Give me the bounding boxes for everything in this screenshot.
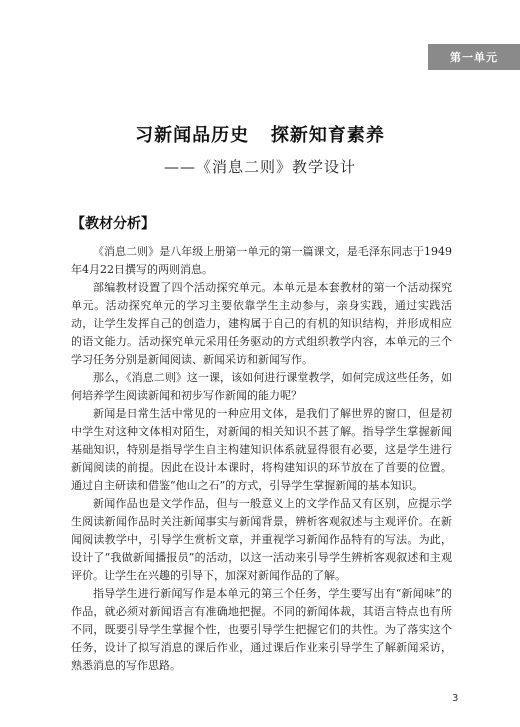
section-heading: 【教材分析】 <box>71 216 155 232</box>
paragraph: 那么，《消息二则》这一课，该如何进行课堂教学，如何完成这些任务，如何培养学生阅读新闻和初步写作新闻的能力呢？ <box>71 371 452 402</box>
lesson-title: 习新闻品历史 探新知育素养 <box>135 125 385 146</box>
paragraph: 部编教材设置了四个活动探究单元。本单元是本套教材的第一个活动探究单元。活动探究单元的学习主要依靠学生主动参与，亲身实践，通过实践活动，让学生发挥自己的创造力，建构属于自己的有机的知识结构，并形成相应的语文能力。活动探究单元采用任务驱动的方式组织教学内容，本单元的三个学习任务分别是新闻阅读、新闻采访和新闻写作。 <box>71 281 452 366</box>
paragraph: 新闻作品也是文学作品，但与一般意义上的文学作品又有区别，应提示学生阅读新闻作品时关注新闻事实与新闻背景，辨析客观叙述与主观评价。在新闻阅读教学中，引导学生赏析文章，并重视学习新闻作品特有的写法。为此，设计了“我做新闻播报员”的活动，以这一活动来引导学生辨析客观叙述和主观评价。让学生在兴趣的引导下，加深对新闻作品的了解。 <box>71 497 452 582</box>
lesson-subtitle: ——《消息二则》教学设计 <box>163 158 356 176</box>
unit-tab: 第一单元 <box>428 44 520 70</box>
page-number: 3 <box>452 693 459 704</box>
body-text <box>71 243 452 675</box>
paragraph: 指导学生进行新闻写作是本单元的第三个任务，学生要写出有“新闻味”的作品，就必须对新闻语言有准确地把握。不同的新闻体裁，其语言特点也有所不同，既要引导学生掌握个性，也要引导学生把握它们的共性。为了落实这个任务，设计了拟写消息的课后作业，通过课后作业来引导学生了解新闻采访，熟悉消息的写作思路。 <box>71 587 452 672</box>
paragraph: 新闻是日常生活中常见的一种应用文体，是我们了解世界的窗口，但是初中学生对这种文体相对陌生，对新闻的相关知识不甚了解。指导学生掌握新闻基础知识，特别是指导学生自主构建知识体系就显得很有必要，这是学生进行新闻阅读的前提。因此在设计本课时，将构建知识的环节放在了首要的位置。通过自主研读和借鉴“他山之石”的方式，引导学生掌握新闻的基本知识。 <box>71 407 452 492</box>
paragraph: 《消息二则》是八年级上册第一单元的第一篇课文，是毛泽东同志于1949年4月22日撰写的两则消息。 <box>71 245 452 276</box>
